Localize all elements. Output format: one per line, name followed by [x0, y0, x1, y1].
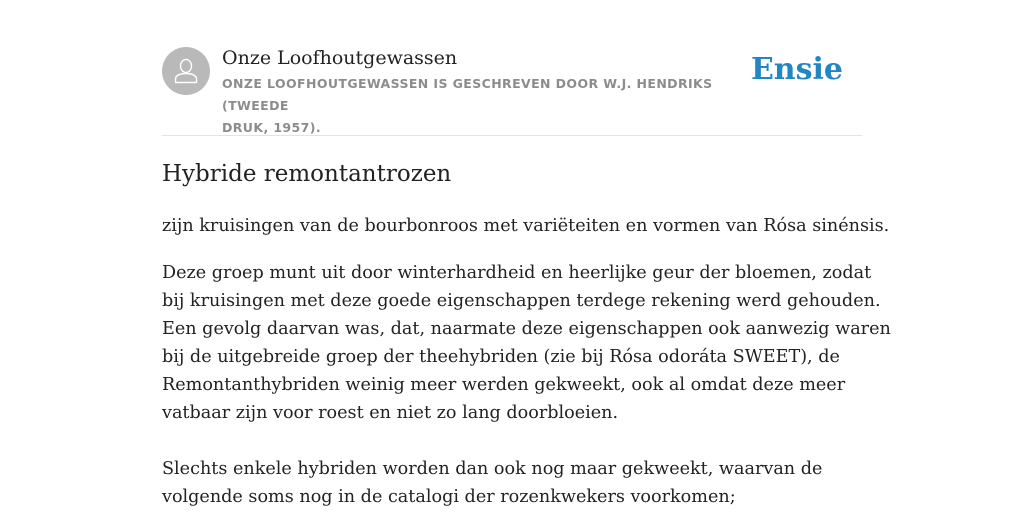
paragraph-line: volgende soms nog in de catalogi der rozenkwekers voorkomen; [162, 487, 736, 507]
source-description-line: DRUK, 1957). [222, 120, 321, 135]
content-container [162, 0, 891, 507]
paragraph-line: bij de uitgebreide groep der theehybriden (zie bij Rósa odoráta SWEET), de [162, 347, 840, 367]
source-description [222, 73, 762, 139]
source-header [162, 0, 862, 136]
source-description-line: ONZE LOOFHOUTGEWASSEN IS GESCHREVEN DOOR W.J. HENDRIKS (TWEEDE [222, 76, 713, 113]
paragraph-line: Slechts enkele hybriden worden dan ook nog maar gekweekt, waarvan de [162, 459, 823, 479]
paragraph-line: Remontanthybriden weinig meer werden gekweekt, ook al omdat deze meer [162, 375, 846, 395]
paragraph-line: vatbaar zijn voor roest en niet zo lang doorbloeien. [162, 403, 619, 423]
brand-logo[interactable]: Ensie [750, 52, 843, 87]
source-info [222, 45, 762, 139]
paragraph-line: Een gevolg daarvan was, dat, naarmate deze eigenschappen ook aanwezig waren [162, 319, 891, 339]
user-silhouette-icon[interactable] [162, 47, 210, 95]
source-title[interactable]: Onze Loofhoutgewassen [222, 47, 458, 69]
paragraph-line: Deze groep munt uit door winterhardheid en heerlijke geur der bloemen, zodat [162, 263, 872, 283]
entry-paragraph-1 [162, 212, 890, 240]
paragraph-line: bij kruisingen met deze goede eigenschappen terdege rekening werd gehouden. [162, 291, 881, 311]
paragraph-line: zijn kruisingen van de bourbonroos met variëteiten en vormen van Rósa sinénsis. [162, 216, 890, 236]
entry-paragraph-2 [162, 259, 891, 427]
entry-title: Hybride remontantrozen [162, 161, 452, 187]
entry-paragraph-3 [162, 455, 862, 511]
